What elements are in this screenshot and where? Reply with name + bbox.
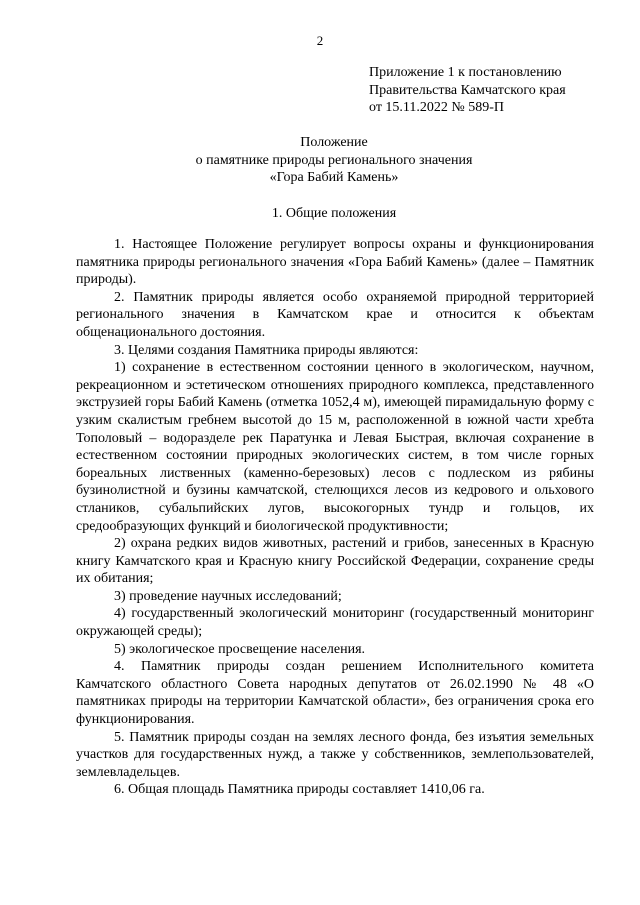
title-line: Положение [300, 135, 368, 150]
paragraph: 4. Памятник природы создан решением Исполнительного комитета Камчатского областного Совета народных депутатов от 26.02.1990 № 48 «О памятниках природы на территории Камчатской области», без ограничения срока его функционирования. [76, 659, 594, 728]
paragraph: 1) сохранение в естественном состоянии ценного в экологическом, научном, рекреационном и эстетическом отношениях природного комплекса, представленного экструзией горы Бабий Камень (отметка 1052,4 м), имеющей пирамидальную форму с узким скалистым гребнем высотой до 15 м, расположенной в южной части хребта Тополовый – водоразделе рек Паратунка и Левая Быстрая, включая сохранение в естественном состоянии природных экологических систем, в том числе горных бореальных лиственных (каменно-березовых) лесов с подлеском из рябины бузинолистной и бузины камчатской, стелющихся лесов из кедрового и ольхового стлаников, субальпийских лугов, высокогорных тундр и гольцов, их средообразующих функций и биологической продуктивности; [76, 360, 594, 534]
appendix-line: Правительства Камчатского края [369, 82, 566, 98]
title-line: «Гора Бабий Камень» [269, 170, 399, 185]
paragraph: 3) проведение научных исследований; [114, 588, 342, 604]
document-title [0, 134, 640, 187]
paragraph: 3. Целями создания Памятника природы являются: [114, 342, 419, 358]
section-heading: 1. Общие положения [271, 206, 397, 221]
page-number: 2 [316, 33, 324, 48]
document-body [76, 236, 594, 799]
appendix-line: от 15.11.2022 № 589-П [369, 100, 505, 115]
appendix-line: Приложение 1 к постановлению [369, 65, 562, 80]
paragraph: 1. Настоящее Положение регулирует вопросы охраны и функционирования памятника природы регионального значения «Гора Бабий Камень» (далее – Памятник природы). [76, 237, 594, 288]
paragraph: 6. Общая площадь Памятника природы составляет 1410,06 га. [114, 782, 485, 798]
title-line: о памятнике природы регионального значения [195, 152, 473, 168]
paragraph: 5. Памятник природы создан на землях лесного фонда, без изъятия земельных участков для государственных нужд, а также у собственников, землепользователей, землевладельцев. [76, 729, 594, 780]
paragraph: 2) охрана редких видов животных, растений и грибов, занесенных в Красную книгу Камчатского края и Красную книгу Российской Федерации, сохранение среды их обитания; [76, 536, 594, 587]
paragraph: 4) государственный экологический мониторинг (государственный мониторинг окружающей среды); [76, 606, 594, 640]
appendix-block [369, 64, 566, 117]
paragraph: 5) экологическое просвещение населения. [114, 641, 366, 657]
paragraph: 2. Памятник природы является особо охраняемой природной территорией регионального значения в Камчатском крае и относится к объектам общенационального достояния. [76, 289, 594, 340]
